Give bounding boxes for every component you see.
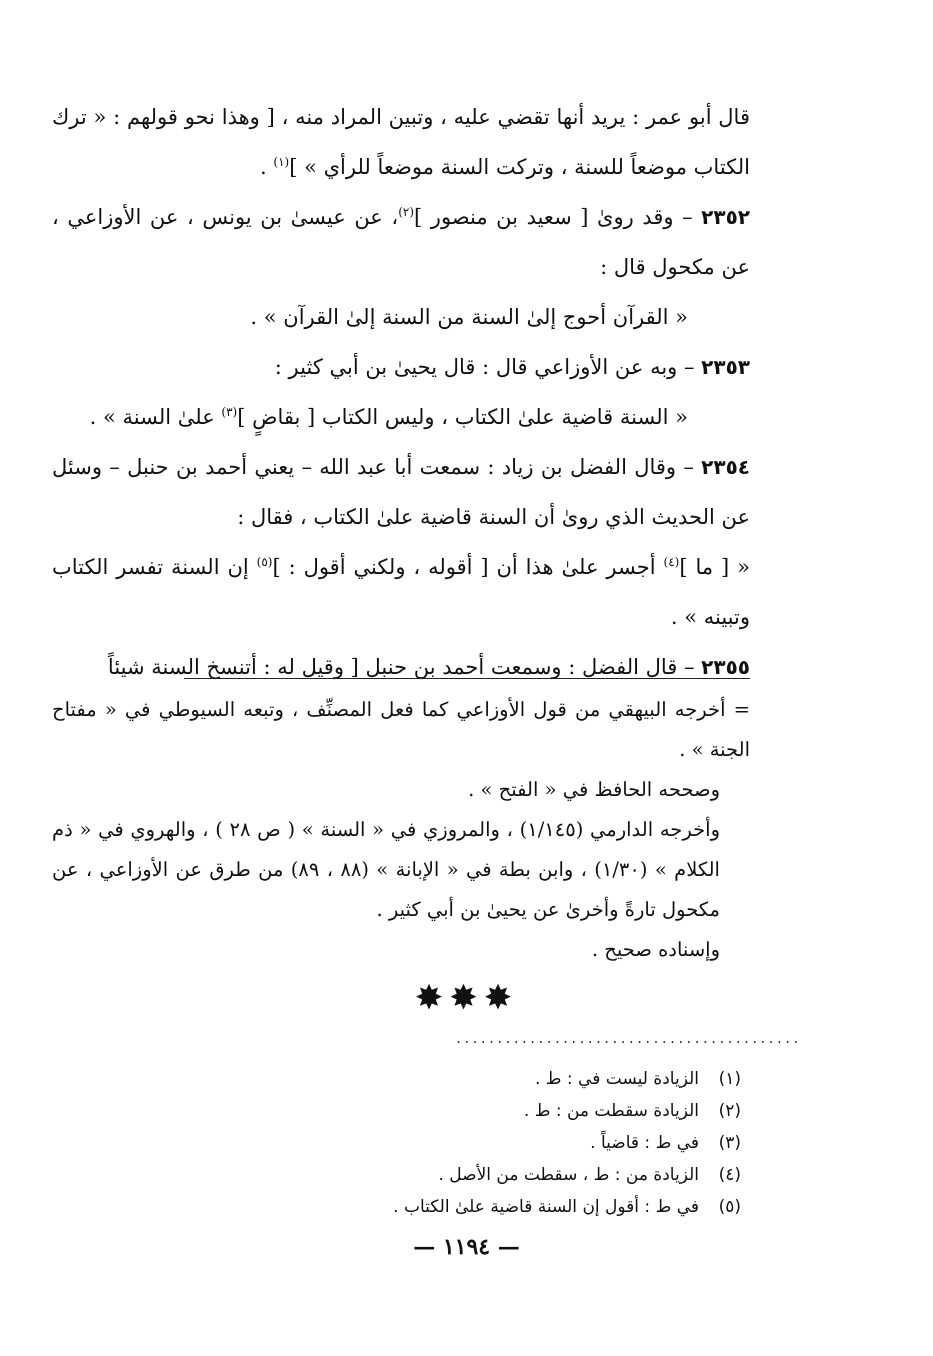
commentary-line: = أخرجه البيهقي من قول الأوزاعي كما فعل المصنِّف ، وتبعه السيوطي في « مفتاح الجنة » . (52, 698, 750, 761)
hadith-text: – قال الفضل : وسمعت أحمد بن حنبل [ وقيل له : أتنسخ السنة شيئاً (107, 655, 702, 679)
footnote-number: (٣) (718, 1133, 741, 1153)
footnote (341, 1063, 741, 1095)
footnotes-list (341, 1063, 741, 1223)
quote-2352: « القرآن أحوج إلىٰ السنة من السنة إلىٰ القرآن » . (250, 305, 688, 329)
hadith-number: ٢٣٥٢ (701, 205, 750, 229)
hadith-2353 (52, 342, 750, 392)
quote-text: إن السنة تفسر الكتاب وتبينه » . (52, 555, 750, 629)
paragraph-commentary-abu-umar (52, 92, 750, 192)
footnote-ref: (٥) (256, 555, 273, 569)
hadith-text: – وقال الفضل بن زياد : سمعت أبا عبد الله – يعني أحمد بن حنبل – وسئل عن الحديث الذي روىٰ أن السنة قاضية علىٰ الكتاب ، فقال : (52, 455, 750, 529)
page-number: — ١١٩٤ — (413, 1234, 520, 1260)
hadith-text: – وقد روىٰ [ سعيد بن منصور ] (414, 205, 702, 229)
footnote-text: الزيادة ليست في : ط . (534, 1069, 699, 1089)
quote-text: أجسر علىٰ هذا أن [ أقوله ، ولكني أقول : ] (272, 555, 664, 579)
quote-text: « [ ما ] (679, 555, 750, 579)
footnote-text: الزيادة سقطت من : ط . (523, 1101, 699, 1121)
main-text (52, 92, 750, 692)
section-ornament: ✸✸✸ (414, 978, 519, 1018)
quote-text: علىٰ السنة » . (89, 405, 222, 429)
hadith-number: ٢٣٥٤ (701, 455, 750, 479)
quote-2353 (52, 392, 750, 442)
footnote (341, 1191, 741, 1223)
quote-text: « السنة قاضية علىٰ الكتاب ، وليس الكتاب [ بقاضٍ ] (237, 405, 688, 429)
footnote-number: (٤) (718, 1165, 741, 1185)
footnote-ref: (١) (273, 155, 290, 169)
footnote (341, 1095, 741, 1127)
paragraph-text: . (260, 155, 274, 179)
footnote-text: في ط : أقول إن السنة قاضية علىٰ الكتاب . (393, 1197, 699, 1217)
footnote-ref: (٤) (663, 555, 680, 569)
footnote (341, 1159, 741, 1191)
footnote-ref: (٢) (398, 205, 415, 219)
hadith-text: – وبه عن الأوزاعي قال : قال يحيىٰ بن أبي كثير : (274, 355, 702, 379)
commentary-line: وإسناده صحيح . (591, 938, 720, 961)
footnote-number: (١) (718, 1069, 741, 1089)
hadith-text: ، عن عيسىٰ بن يونس ، عن الأوزاعي ، عن مكحول قال : (52, 205, 750, 279)
footnote-number: (٢) (718, 1101, 741, 1121)
footnote (341, 1127, 741, 1159)
hadith-2355 (52, 642, 750, 692)
footnote-text: الزيادة من : ط ، سقطت من الأصل . (438, 1165, 699, 1185)
hadith-number: ٢٣٥٥ (701, 655, 750, 679)
hadith-number: ٢٣٥٣ (701, 355, 750, 379)
hadith-2354 (52, 442, 750, 542)
commentary-line: وأخرجه الدارمي (١/١٤٥) ، والمروزي في « السنة » ( ص ٢٨ ) ، والهروي في « ذم الكلام » (١/٣٠) ، وابن بطة في « الإبانة » (٨٨ ، ٨٩) من طرق عن الأوزاعي ، عن مكحول تارةً وأخرىٰ عن يحيىٰ بن أبي كثير . (52, 818, 720, 921)
footnote-ref: (٣) (221, 405, 238, 419)
footnote-text: في ط : قاضياً . (590, 1133, 699, 1153)
hadith-2352 (52, 192, 750, 292)
quote-2354 (52, 542, 750, 642)
commentary-line: وصححه الحافظ في « الفتح » . (468, 778, 720, 801)
commentary-divider (184, 678, 750, 679)
footnote-separator: .......................................... (455, 1032, 801, 1046)
commentary-notes (52, 690, 750, 970)
footnote-number: (٥) (718, 1197, 741, 1217)
paragraph-text: قال أبو عمر : يريد أنها تقضي عليه ، وتبين المراد منه ، [ وهذا نحو قولهم : « ترك الكتاب موضعاً للسنة ، وتركت السنة موضعاً للرأي » ] (52, 105, 750, 179)
